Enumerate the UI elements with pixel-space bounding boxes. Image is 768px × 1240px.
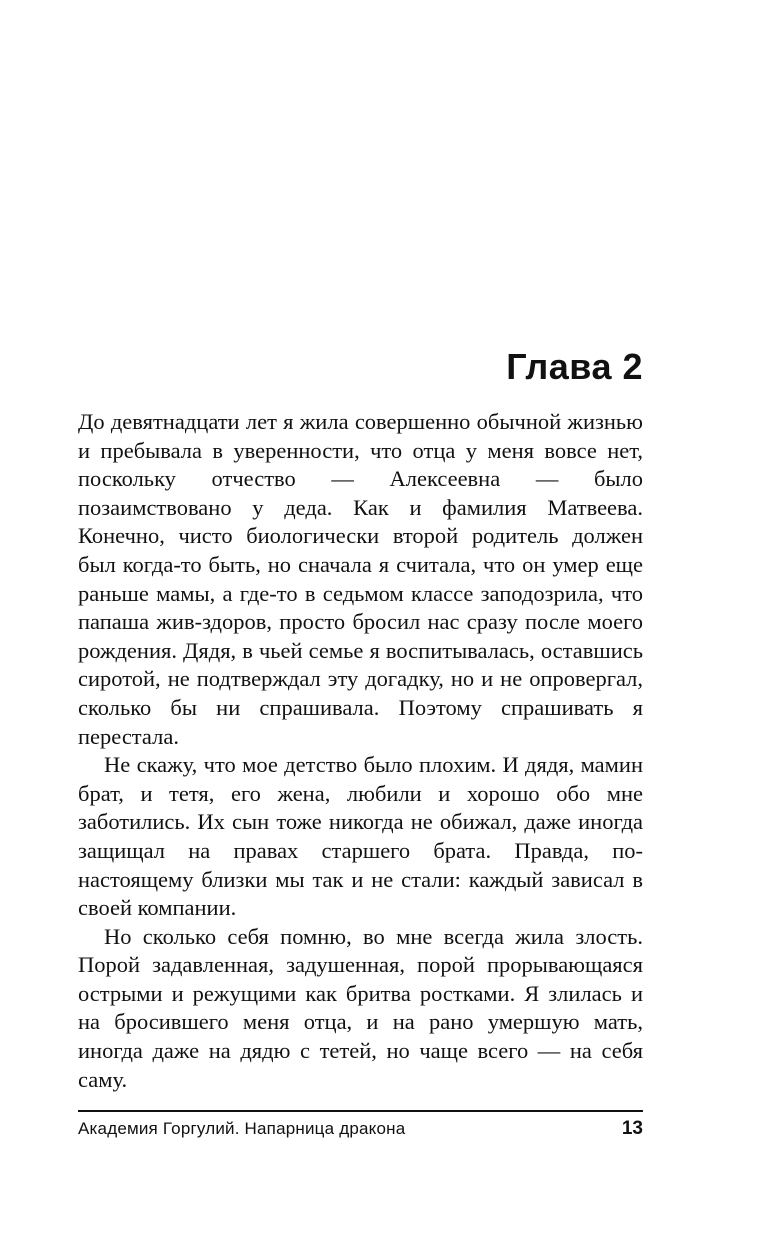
page-footer — [78, 1118, 643, 1140]
paragraph-1: До девятнадцати лет я жила совершенно обычной жизнью и пребывала в уверенности, что отца у меня вовсе нет, поскольку отчество — Алексеевна — было позаимствовано у деда. Как и фамилия Матвеева. Конечно, чисто биологически второй родитель должен был когда-то быть, но сначала я считала, что он умер еще раньше мамы, а где-то в седьмом классе заподозрила, что папаша жив-здоров, просто бросил нас сразу после моего рождения. Дядя, в чьей семье я воспитывалась, оставшись сиротой, не подтверждал эту догадку, но и не опровергал, сколько бы ни спрашивала. Поэтому спрашивать я перестала. — [78, 409, 643, 749]
paragraph-2: Не скажу, что мое детство было плохим. И дядя, мамин брат, и тетя, его жена, любили и хорошо обо мне заботились. Их сын тоже никогда не обижал, даже иногда защищал на правах старшего брата. Правда, по-настоящему близки мы так и не стали: каждый зависал в своей компании. — [78, 752, 643, 921]
chapter-body — [78, 408, 643, 1094]
footer-divider — [78, 1110, 643, 1112]
running-title: Академия Горгулий. Напарница дракона — [78, 1119, 406, 1138]
paragraph-3: Но сколько себя помню, во мне всегда жила злость. Порой задавленная, задушенная, порой прорывающаяся острыми и режущими как бритва ростками. Я злилась и на бросившего меня отца, и на рано умершую мать, иногда даже на дядю с тетей, но чаще всего — на себя саму. — [78, 923, 643, 1092]
page-number: 13 — [621, 1118, 643, 1139]
chapter-title: Глава 2 — [506, 346, 643, 387]
